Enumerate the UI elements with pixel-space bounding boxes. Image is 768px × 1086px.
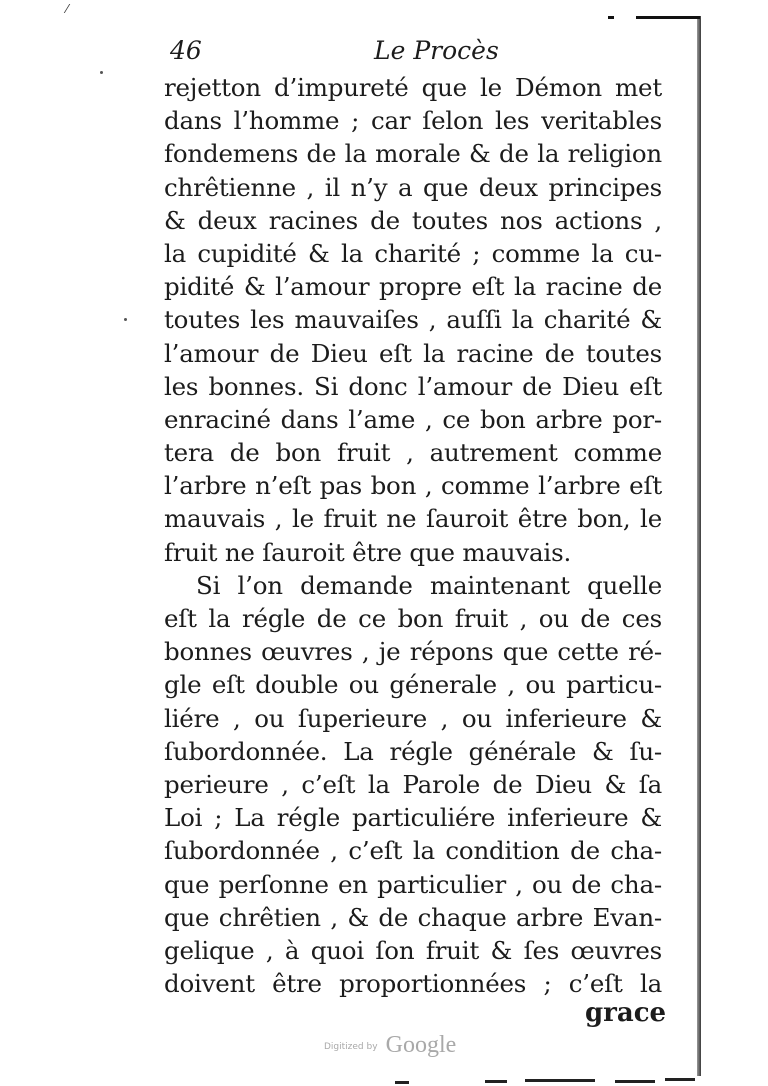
text-line: dans l’homme ; car ſelon les veritables [164, 106, 662, 136]
text-line: liére , ou ſuperieure , ou inferieure & [164, 703, 662, 733]
text-line: Si l’on demande maintenant quelle [196, 570, 662, 600]
scan-mark-corner: ⁄ [66, 2, 69, 16]
running-title: Le Procès [374, 36, 499, 65]
google-logo: Google [385, 1032, 457, 1058]
text-line: enraciné dans l’ame , ce bon arbre por- [164, 404, 662, 434]
scan-mark-top [608, 12, 700, 22]
page-edge-shadow [697, 16, 701, 1076]
text-line: ſubordonnée. La régle générale & ſu- [164, 736, 662, 766]
digitized-by-google-watermark [324, 1032, 456, 1062]
text-line: que perſonne en particulier , ou de cha- [164, 869, 662, 899]
page-number: 46 [170, 36, 202, 65]
text-line: bonnes œuvres , je répons que cette ré- [164, 637, 662, 667]
text-line: toutes les mauvaiſes , auſſi la charité & [164, 305, 662, 335]
text-line: ſubordonnée , c’eſt la condition de cha- [164, 836, 662, 866]
text-line: perieure , c’eſt la Parole de Dieu & ſa [164, 769, 662, 799]
text-line: mauvais , le fruit ne ſauroit être bon, le [164, 504, 662, 534]
text-line: les bonnes. Si donc l’amour de Dieu eſt [164, 371, 662, 401]
text-line: chrêtienne , il n’y a que deux principes [164, 172, 662, 202]
scan-speck [100, 71, 103, 74]
page-header [170, 36, 650, 70]
text-line: fondemens de la morale & de la religion [164, 139, 662, 169]
digitized-by-label: Digitized by [324, 1042, 378, 1052]
catchword: grace [585, 998, 667, 1028]
text-line: doivent être proportionnées ; c’eſt la [164, 969, 662, 999]
text-line: gelique , à quoi ſon fruit & ſes œuvres [164, 935, 662, 965]
text-line: l’arbre n’eſt pas bon , comme l’arbre eſt [164, 471, 662, 501]
scan-speck [124, 318, 127, 321]
text-line: gle eſt double ou génerale , ou particu- [164, 670, 662, 700]
body-text [164, 71, 662, 1000]
text-line: & deux racines de toutes nos actions , [164, 205, 662, 235]
text-line: que chrêtien , & de chaque arbre Evan- [164, 902, 662, 932]
text-line: rejetton d’impureté que le Démon met [164, 73, 662, 102]
text-line: la cupidité & la charité ; comme la cu- [164, 238, 662, 268]
scan-mark-bottom [395, 1078, 705, 1086]
text-line: Loi ; La régle particuliére inferieure & [164, 803, 662, 833]
text-line: eſt la régle de ce bon fruit , ou de ces [164, 604, 662, 633]
text-line: l’amour de Dieu eſt la racine de toutes [164, 338, 662, 368]
text-line: pidité & l’amour propre eſt la racine de [164, 272, 662, 302]
text-line: fruit ne ſauroit être que mauvais. [164, 537, 572, 567]
text-line: tera de bon fruit , autrement comme [164, 438, 662, 468]
